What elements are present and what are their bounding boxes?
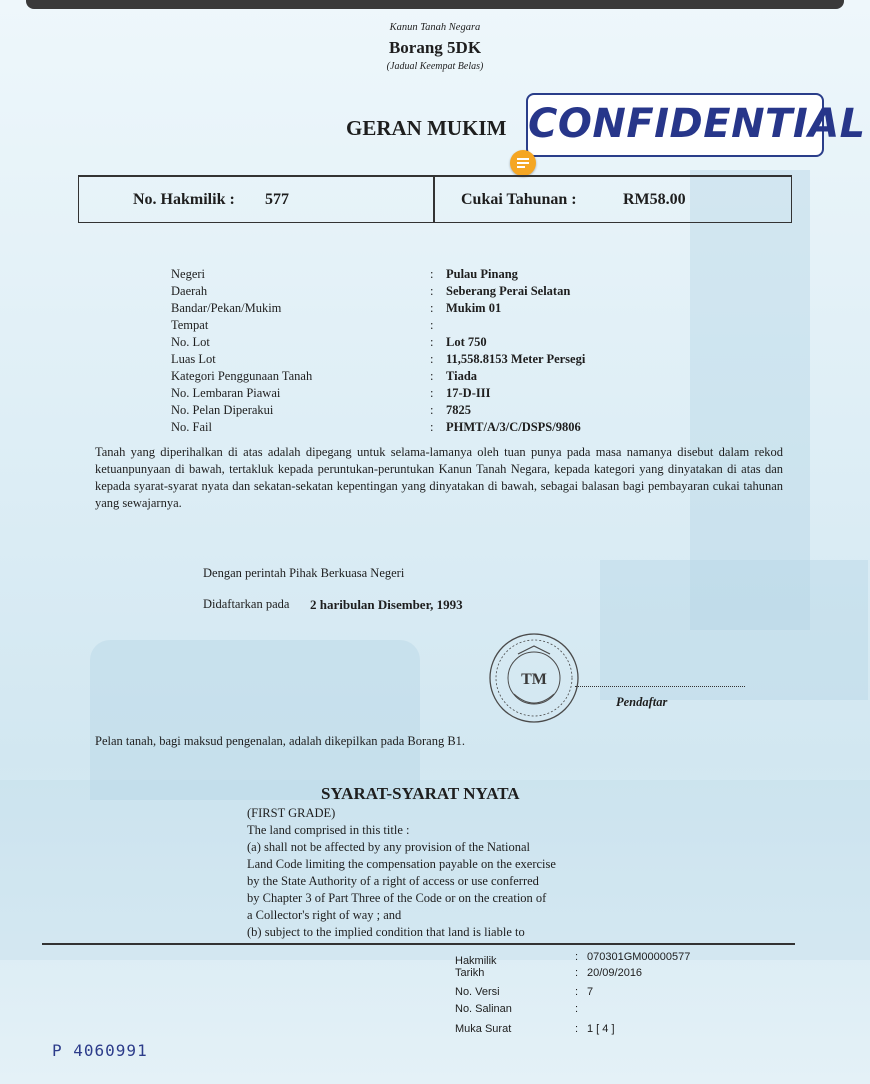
meta-label: No. Versi <box>455 986 500 998</box>
title-box-divider <box>433 177 435 223</box>
order-text: Dengan perintah Pihak Berkuasa Negeri <box>203 566 405 580</box>
serial-number: P 4060991 <box>52 1041 148 1060</box>
field-label: Tempat <box>171 318 209 332</box>
conditions-line: The land comprised in this title : <box>247 823 410 837</box>
conditions-line: a Collector's right of way ; and <box>247 908 402 922</box>
registered-date: 2 haribulan Disember, 1993 <box>310 597 463 612</box>
meta-label: Hakmilik <box>455 955 497 967</box>
conditions-line: by Chapter 3 of Part Three of the Code or on the creation of <box>247 891 547 905</box>
field-label: No. Pelan Diperakui <box>171 403 274 417</box>
meta-label: Muka Surat <box>455 1023 512 1035</box>
conditions-title: SYARAT-SYARAT NYATA <box>321 784 520 803</box>
cukai-label: Cukai Tahunan : <box>461 191 577 208</box>
conditions-line: (b) subject to the implied condition that land is liable to <box>247 925 525 939</box>
confidential-stamp <box>526 93 866 157</box>
field-value: Mukim 01 <box>446 301 502 315</box>
hakmilik-value: 577 <box>265 191 289 208</box>
signature-label: Pendaftar <box>616 695 668 709</box>
field-value: 7825 <box>446 403 471 417</box>
meta-value: 7 <box>587 986 594 998</box>
cukai-value: RM58.00 <box>623 191 686 208</box>
footer-divider <box>42 943 795 945</box>
plan-note: Pelan tanah, bagi maksud pengenalan, adalah dikepilkan pada Borang B1. <box>95 734 466 748</box>
meta-label: No. Salinan <box>455 1003 512 1015</box>
act-name: Kanun Tanah Negara <box>389 22 481 33</box>
field-value: Seberang Perai Selatan <box>446 284 571 298</box>
confidential-stamp-text: CONFIDENTIAL <box>528 101 866 147</box>
viewer-top-bar <box>26 0 844 9</box>
form-name: Borang 5DK <box>388 38 482 57</box>
field-value: Lot 750 <box>446 335 487 349</box>
tenure-paragraph: Tanah yang diperihalkan di atas adalah dipegang untuk selama-lamanya oleh tuan punya pada masa namanya disebut dalam rekod ketuanpunyaan di bawah, tertakluk kepada peruntukan-peruntukan Kanun Tanah Negara, kepada kategori yang dinyatakan di atas dan kepada syarat-syarat nyata dan sekatan-sekatan kepentingan yang dinyatakan di bawah, sebagai balasan bagi pembayaran cukai tahunan yang sewajarnya. <box>95 445 783 510</box>
field-label: Negeri <box>171 267 206 281</box>
title-box <box>78 175 792 223</box>
hakmilik-label: No. Hakmilik : <box>133 191 235 208</box>
page-title: GERAN MUKIM <box>346 116 507 140</box>
note-icon[interactable] <box>510 150 536 176</box>
field-label: Luas Lot <box>171 352 216 366</box>
meta-value: 070301GM00000577 <box>587 951 691 963</box>
field-value: 17-D-III <box>446 386 491 400</box>
meta-value: 20/09/2016 <box>587 967 643 979</box>
field-label: Daerah <box>171 284 208 298</box>
field-value: Tiada <box>446 369 478 383</box>
field-label: Bandar/Pekan/Mukim <box>171 301 282 315</box>
field-value: Pulau Pinang <box>446 267 518 281</box>
meta-label: Tarikh <box>455 967 485 979</box>
registered-label: Didaftarkan pada <box>203 597 290 611</box>
field-label: No. Lembaran Piawai <box>171 386 281 400</box>
field-value: 11,558.8153 Meter Persegi <box>446 352 586 366</box>
conditions-line: (a) shall not be affected by any provision of the National <box>247 840 531 854</box>
conditions-line: (FIRST GRADE) <box>247 806 336 820</box>
seal-text: TM <box>521 671 547 688</box>
schedule-name: (Jadual Keempat Belas) <box>386 61 484 72</box>
conditions-line: by the State Authority of a right of access or use conferred <box>247 874 539 888</box>
field-label: Kategori Penggunaan Tanah <box>171 369 313 383</box>
background-ferry <box>90 640 420 800</box>
land-office-seal-icon <box>488 632 580 724</box>
signature-line <box>575 676 745 687</box>
conditions-line: Land Code limiting the compensation payable on the exercise <box>247 857 556 871</box>
field-value: PHMT/A/3/C/DSPS/9806 <box>446 420 581 434</box>
field-label: No. Fail <box>171 420 212 434</box>
field-label: No. Lot <box>171 335 210 349</box>
meta-value: 1 [ 4 ] <box>587 1023 615 1035</box>
